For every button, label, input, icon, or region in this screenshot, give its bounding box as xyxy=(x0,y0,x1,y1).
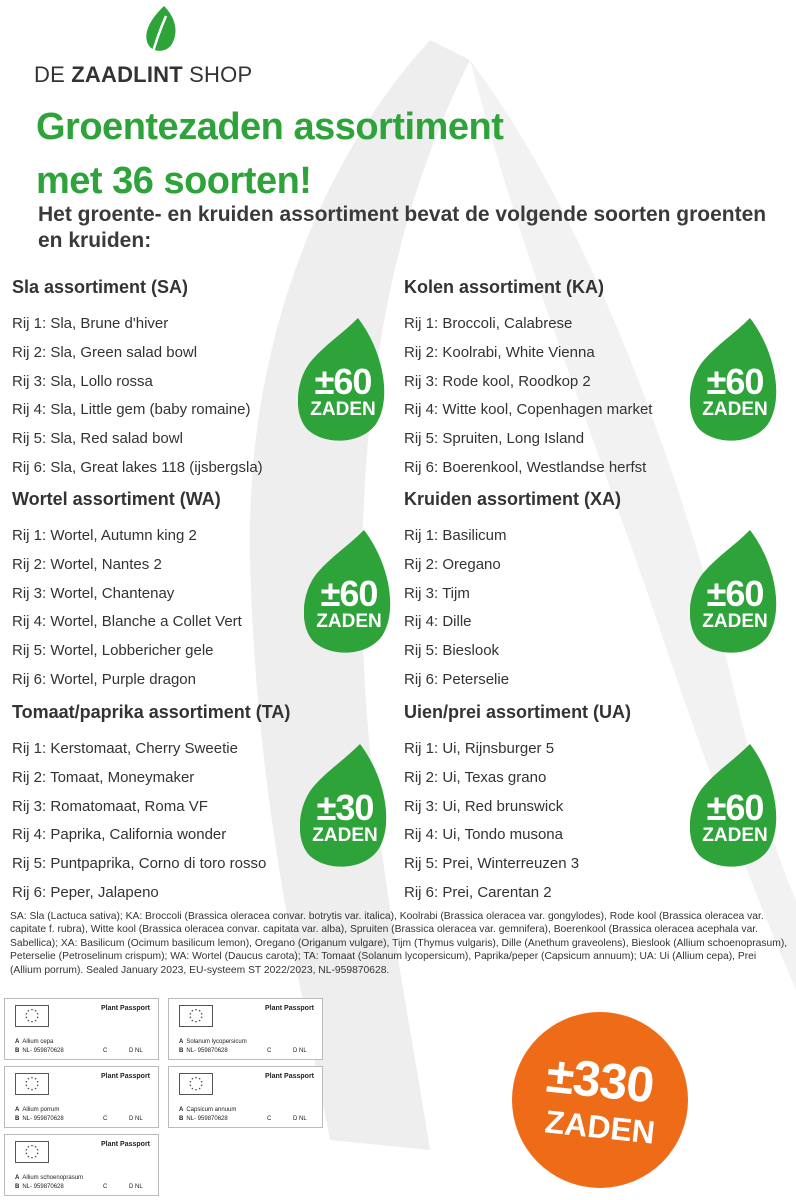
passport-code-c: C xyxy=(267,1116,272,1122)
passport-title: Plant Passport xyxy=(265,1005,315,1012)
plant-passport-label xyxy=(168,998,323,1060)
list-item: Rij 3: Rode kool, Roodkop 2 xyxy=(404,372,591,390)
passport-code-d: D NL xyxy=(129,1048,143,1054)
list-item: Rij 2: Tomaat, Moneymaker xyxy=(12,768,195,786)
list-item: Rij 4: Paprika, California wonder xyxy=(12,826,227,844)
total-seeds-badge xyxy=(512,1012,688,1188)
passport-code-d: D NL xyxy=(293,1116,307,1122)
list-item: Rij 6: Wortel, Purple dragon xyxy=(12,670,196,688)
passport-registration: B NL- 959870628 xyxy=(179,1048,228,1054)
passport-registration: B NL- 959870628 xyxy=(15,1048,64,1054)
passport-code-d: D NL xyxy=(129,1116,143,1122)
brand-name: DE ZAADLINT SHOP xyxy=(34,62,253,87)
badge-quantity: ±60 xyxy=(706,573,764,614)
list-item: Rij 3: Tijm xyxy=(404,584,470,602)
passport-title: Plant Passport xyxy=(101,1141,151,1148)
list-item: Rij 2: Wortel, Nantes 2 xyxy=(12,555,162,573)
passport-species: A Allium cepa xyxy=(15,1039,54,1045)
list-item: Rij 1: Kerstomaat, Cherry Sweetie xyxy=(12,740,238,757)
section-title: Tomaat/paprika assortiment (TA) xyxy=(12,702,291,722)
eu-flag-icon xyxy=(179,1073,213,1095)
list-item: Rij 5: Bieslook xyxy=(404,642,500,660)
list-item: Rij 5: Puntpaprika, Corno di toro rosso xyxy=(12,855,267,873)
list-item: Rij 3: Ui, Red brunswick xyxy=(404,797,564,815)
list-item: Rij 2: Sla, Green salad bowl xyxy=(12,343,198,361)
plant-passport-label xyxy=(4,998,159,1060)
list-item: Rij 2: Ui, Texas grano xyxy=(404,768,547,786)
list-item: Rij 2: Oregano xyxy=(404,555,501,573)
title-line-1: Groentezaden assortiment xyxy=(36,106,504,148)
passport-species: A Capsicum annuum xyxy=(179,1107,237,1113)
list-item: Rij 5: Spruiten, Long Island xyxy=(404,430,585,448)
total-quantity: ±330 xyxy=(543,1046,657,1114)
badge-unit: ZADEN xyxy=(316,611,382,632)
section-title: Uien/prei assortiment (UA) xyxy=(404,702,632,722)
passport-title: Plant Passport xyxy=(101,1073,151,1080)
seed-count-badge xyxy=(690,316,780,446)
list-item: Rij 1: Broccoli, Calabrese xyxy=(404,315,573,332)
badge-unit: ZADEN xyxy=(702,611,768,632)
badge-quantity: ±60 xyxy=(706,787,764,828)
seed-count-badge xyxy=(304,528,394,658)
badge-quantity: ±30 xyxy=(316,787,374,828)
leaf-logo-icon xyxy=(142,4,180,62)
list-item: Rij 6: Peper, Jalapeno xyxy=(12,883,159,901)
passport-species: A Allium porrum xyxy=(15,1107,60,1113)
list-item: Rij 3: Wortel, Chantenay xyxy=(12,584,175,602)
section-title: Kolen assortiment (KA) xyxy=(404,277,605,297)
list-item: Rij 1: Sla, Brune d'hiver xyxy=(12,315,169,332)
list-item: Rij 5: Wortel, Lobbericher gele xyxy=(12,642,214,660)
list-item: Rij 4: Ui, Tondo musona xyxy=(404,826,563,844)
badge-quantity: ±60 xyxy=(314,361,372,402)
botanical-footnote: SA: Sla (Lactuca sativa); KA: Broccoli (Brassica oleracea convar. botrytis var. italica), Koolrabi (Brassica oleracea var. gongylodes), Rode kool (Brassica oleracea var. capitate f. rubra), Witte kool (Brassica oleracea convar. capitata var. alba), Spruiten (Brassica oleracea var. gemnifera), Boerenkool (Brassica oleracea acephala var. Sabellica); XA: Basilicum (Ocimum basilicum lemon), Oregano (Origanum vulgare), Tijm (Thymus vulgaris), Dille (Anethum graveolens), Bieslook (Allium schoenoprasum), Peterselie (Petroselinum crispum); WA: Wortel (Daucus carota); TA: Tomaat (Solanum lycopersicum), Paprika/peper (Capsicum annuum); UA: Ui (Allium cepa), Prei (Allium porrum). Sealed January 2023, EU-systeem ST 2022/2023, NL-959870628. xyxy=(10,911,788,976)
badge-unit: ZADEN xyxy=(312,825,378,846)
passport-code-c: C xyxy=(103,1184,108,1190)
seed-count-badge xyxy=(298,316,388,446)
passport-code-c: C xyxy=(103,1048,108,1054)
list-item: Rij 6: Prei, Carentan 2 xyxy=(404,883,552,901)
list-item: Rij 1: Ui, Rijnsburger 5 xyxy=(404,740,555,757)
eu-flag-icon xyxy=(179,1005,213,1027)
page-title xyxy=(36,100,503,208)
seed-count-badge xyxy=(690,528,780,658)
title-line-2: met 36 soorten! xyxy=(36,160,312,202)
passport-code-d: D NL xyxy=(129,1184,143,1190)
list-item: Rij 4: Witte kool, Copenhagen market xyxy=(404,401,653,419)
badge-unit: ZADEN xyxy=(702,825,768,846)
list-item: Rij 5: Prei, Winterreuzen 3 xyxy=(404,855,580,873)
total-unit: ZADEN xyxy=(543,1103,657,1151)
eu-flag-icon xyxy=(15,1005,49,1027)
brand-logo xyxy=(34,0,294,90)
eu-flag-icon xyxy=(15,1141,49,1163)
seed-count-badge xyxy=(300,742,390,872)
plant-passport-label xyxy=(4,1066,159,1128)
badge-quantity: ±60 xyxy=(706,361,764,402)
passport-registration: B NL- 959870628 xyxy=(179,1116,228,1122)
list-item: Rij 5: Sla, Red salad bowl xyxy=(12,430,183,448)
section-title: Sla assortiment (SA) xyxy=(12,277,189,297)
passport-title: Plant Passport xyxy=(101,1005,151,1012)
section-title: Kruiden assortiment (XA) xyxy=(404,489,622,509)
list-item: Rij 6: Sla, Great lakes 118 (ijsbergsla) xyxy=(12,458,263,476)
list-item: Rij 3: Romatomaat, Roma VF xyxy=(12,797,208,815)
list-item: Rij 4: Sla, Little gem (baby romaine) xyxy=(12,401,251,419)
badge-quantity: ±60 xyxy=(320,573,378,614)
passport-title: Plant Passport xyxy=(265,1073,315,1080)
list-item: Rij 4: Wortel, Blanche a Collet Vert xyxy=(12,613,242,631)
passport-code-c: C xyxy=(103,1116,108,1122)
badge-unit: ZADEN xyxy=(310,399,376,420)
passport-registration: B NL- 959870628 xyxy=(15,1184,64,1190)
list-item: Rij 4: Dille xyxy=(404,613,472,631)
list-item: Rij 2: Koolrabi, White Vienna xyxy=(404,343,595,361)
passport-species: A Allium schoenoprasum xyxy=(15,1175,84,1181)
section-title: Wortel assortiment (WA) xyxy=(12,489,221,509)
list-item: Rij 3: Sla, Lollo rossa xyxy=(12,372,153,390)
passport-species: A Solanum lycopersicum xyxy=(179,1039,247,1045)
list-item: Rij 6: Boerenkool, Westlandse herfst xyxy=(404,458,647,476)
eu-flag-icon xyxy=(15,1073,49,1095)
seed-count-badge xyxy=(690,742,780,872)
list-item: Rij 1: Wortel, Autumn king 2 xyxy=(12,527,197,544)
list-item: Rij 1: Basilicum xyxy=(404,527,507,544)
passport-code-d: D NL xyxy=(293,1048,307,1054)
plant-passport-label xyxy=(4,1134,159,1196)
plant-passport-label xyxy=(168,1066,323,1128)
list-item: Rij 6: Peterselie xyxy=(404,670,510,688)
passport-code-c: C xyxy=(267,1048,272,1054)
badge-unit: ZADEN xyxy=(702,399,768,420)
page-subtitle: Het groente- en kruiden assortiment bevat de volgende soorten groenten en kruiden: xyxy=(38,203,767,252)
passport-registration: B NL- 959870628 xyxy=(15,1116,64,1122)
